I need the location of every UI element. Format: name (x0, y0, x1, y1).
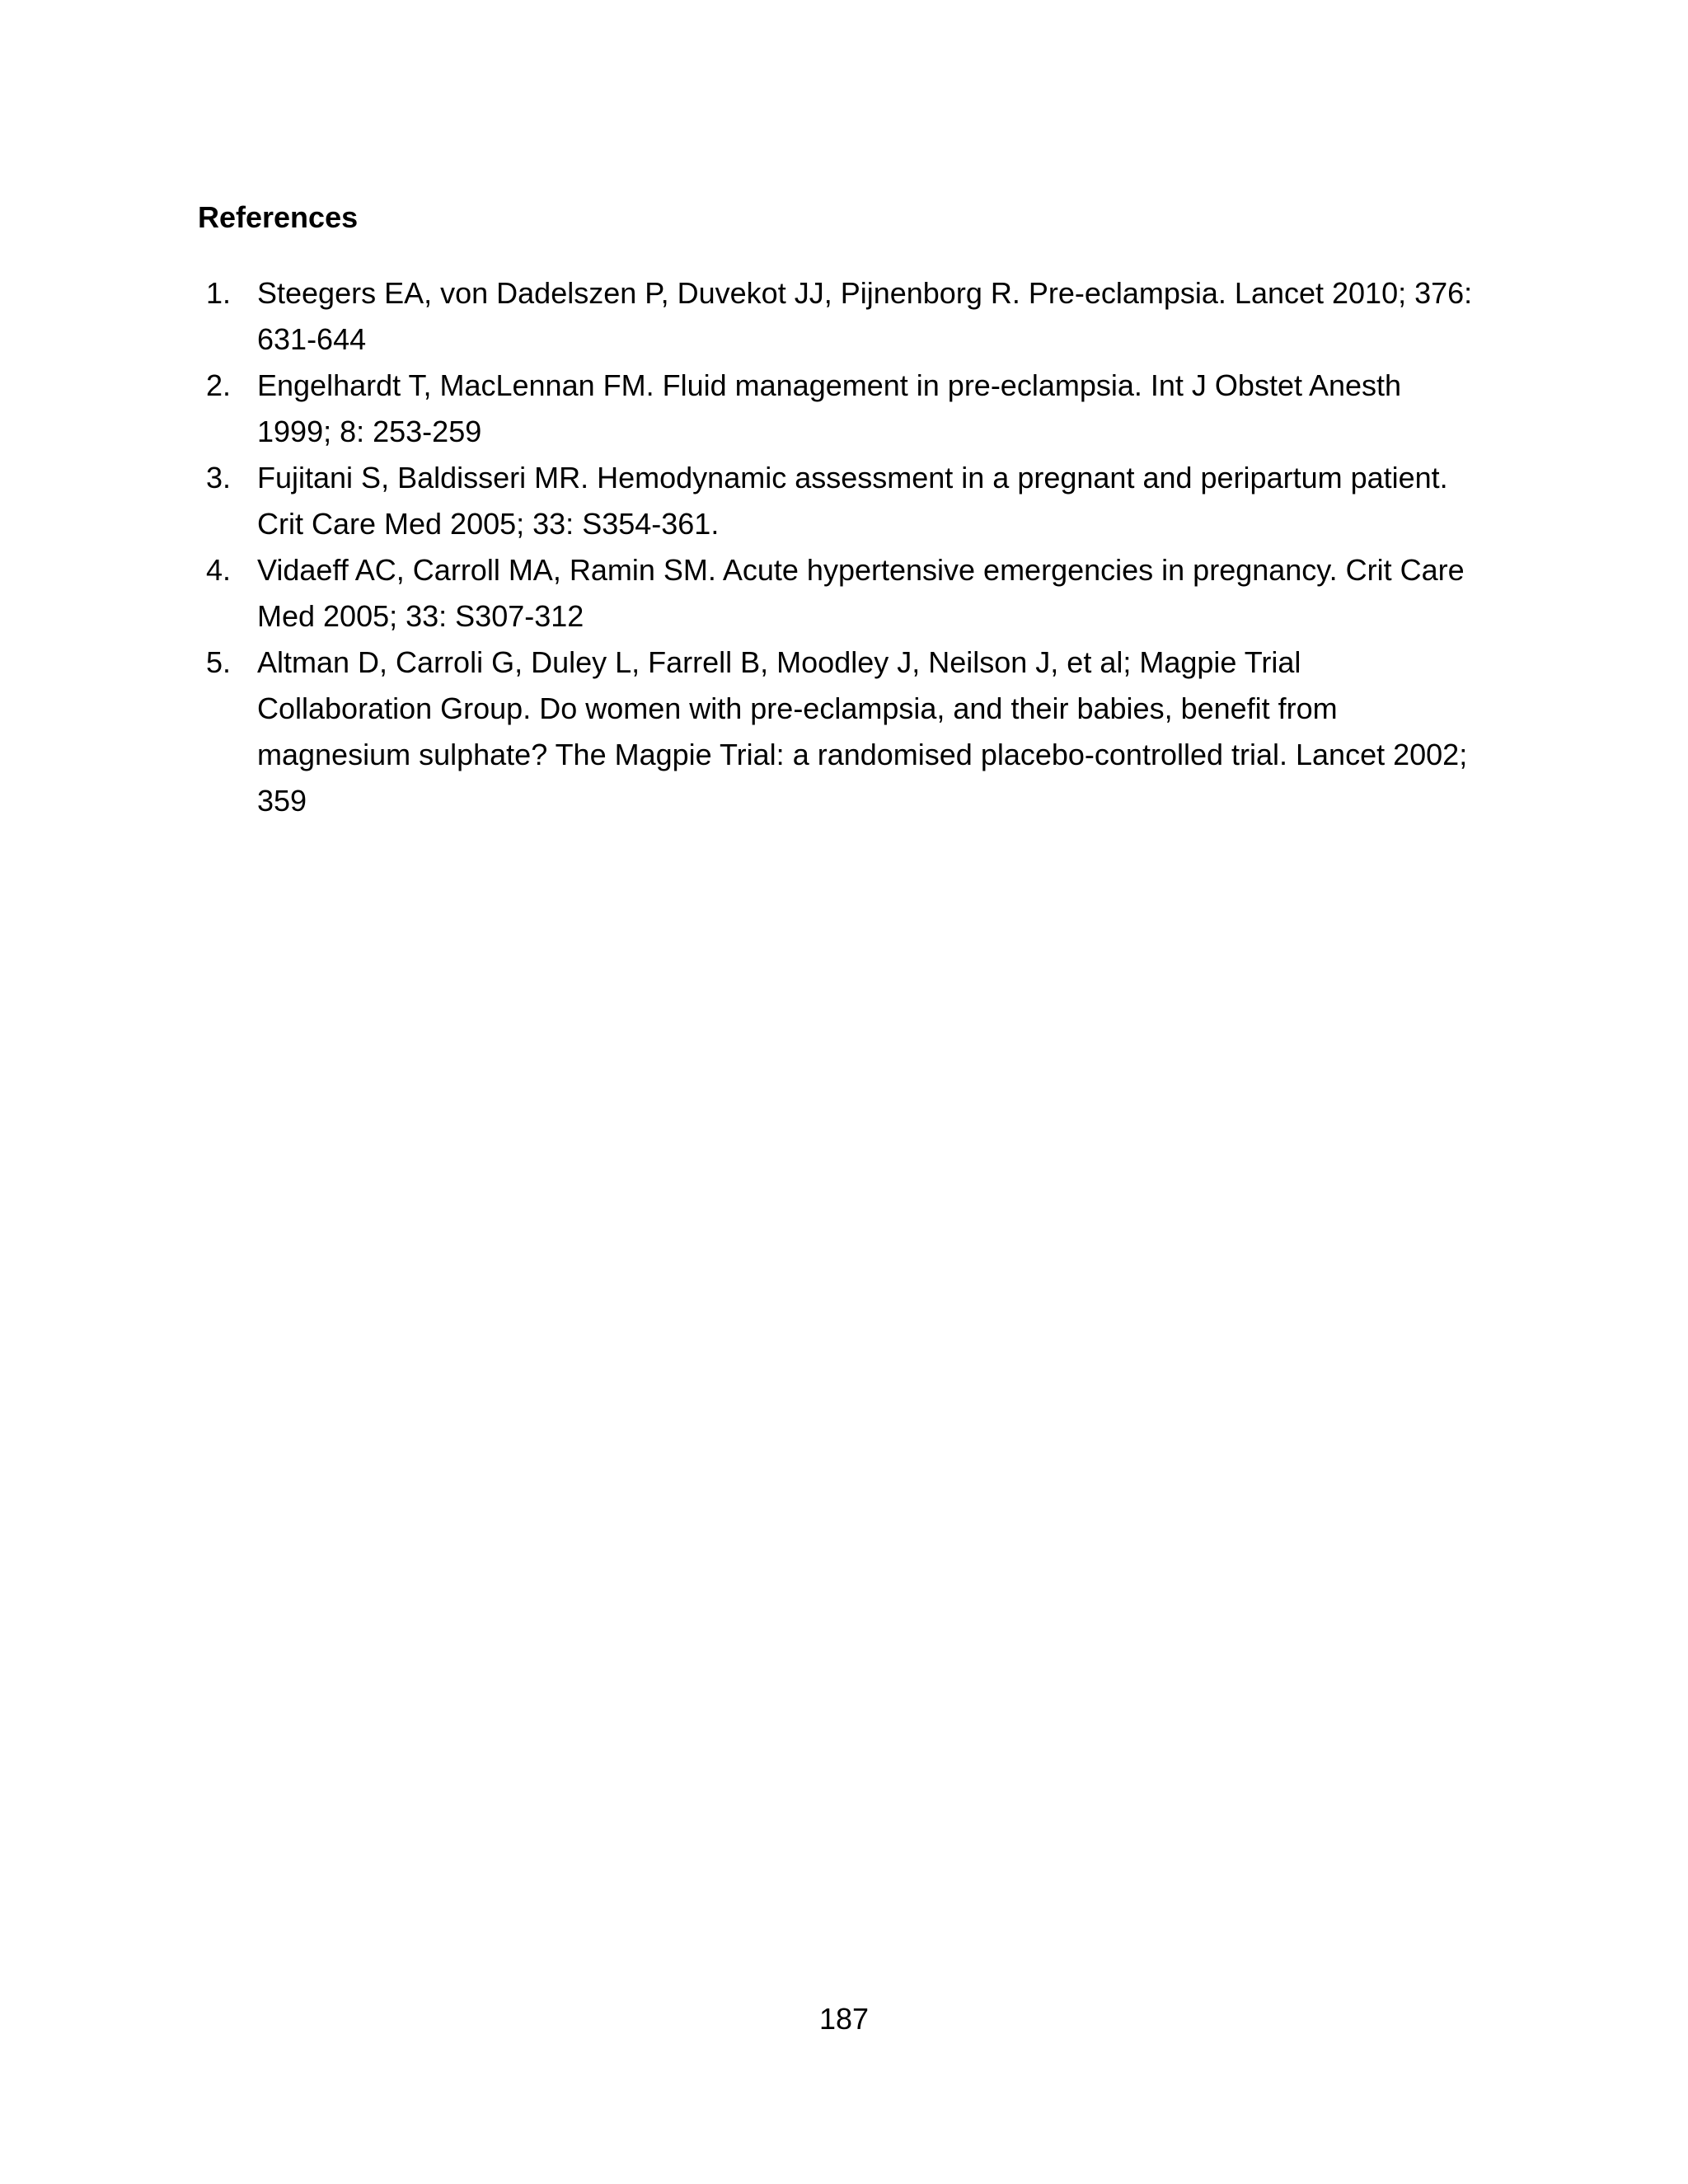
reference-text: Steegers EA, von Dadelszen P, Duvekot JJ, Pijnenborg R. Pre-eclampsia. Lancet 2010; 376: 631-644 (257, 276, 1473, 356)
reference-list (198, 270, 1484, 824)
reference-item (198, 547, 1484, 640)
reference-item (198, 270, 1484, 363)
reference-number: 2. (206, 368, 232, 402)
reference-item (198, 455, 1484, 547)
reference-number: 4. (206, 553, 232, 587)
reference-text: Altman D, Carroli G, Duley L, Farrell B, Moodley J, Neilson J, et al; Magpie Trial Collaboration Group. Do women with pre-eclampsia, and their babies, benefit from magnesium sulphate? The Magpie Trial: a randomised placebo-controlled trial. Lancet 2002; 359 (257, 645, 1468, 818)
reference-number: 3. (206, 461, 232, 494)
reference-text: Engelhardt T, MacLennan FM. Fluid management in pre-eclampsia. Int J Obstet Anesth 1999; 8: 253-259 (257, 368, 1402, 448)
reference-number: 5. (206, 645, 232, 679)
reference-number: 1. (206, 276, 232, 310)
page-number: 187 (818, 2002, 870, 2036)
reference-text: Fujitani S, Baldisseri MR. Hemodynamic assessment in a pregnant and peripartum patient. Crit Care Med 2005; 33: S354-361. (257, 461, 1448, 541)
reference-text: Vidaeff AC, Carroll MA, Ramin SM. Acute hypertensive emergencies in pregnancy. Crit Care Med 2005; 33: S307-312 (257, 553, 1465, 633)
reference-item (198, 363, 1484, 455)
reference-item (198, 640, 1484, 824)
references-heading: References (198, 200, 359, 234)
